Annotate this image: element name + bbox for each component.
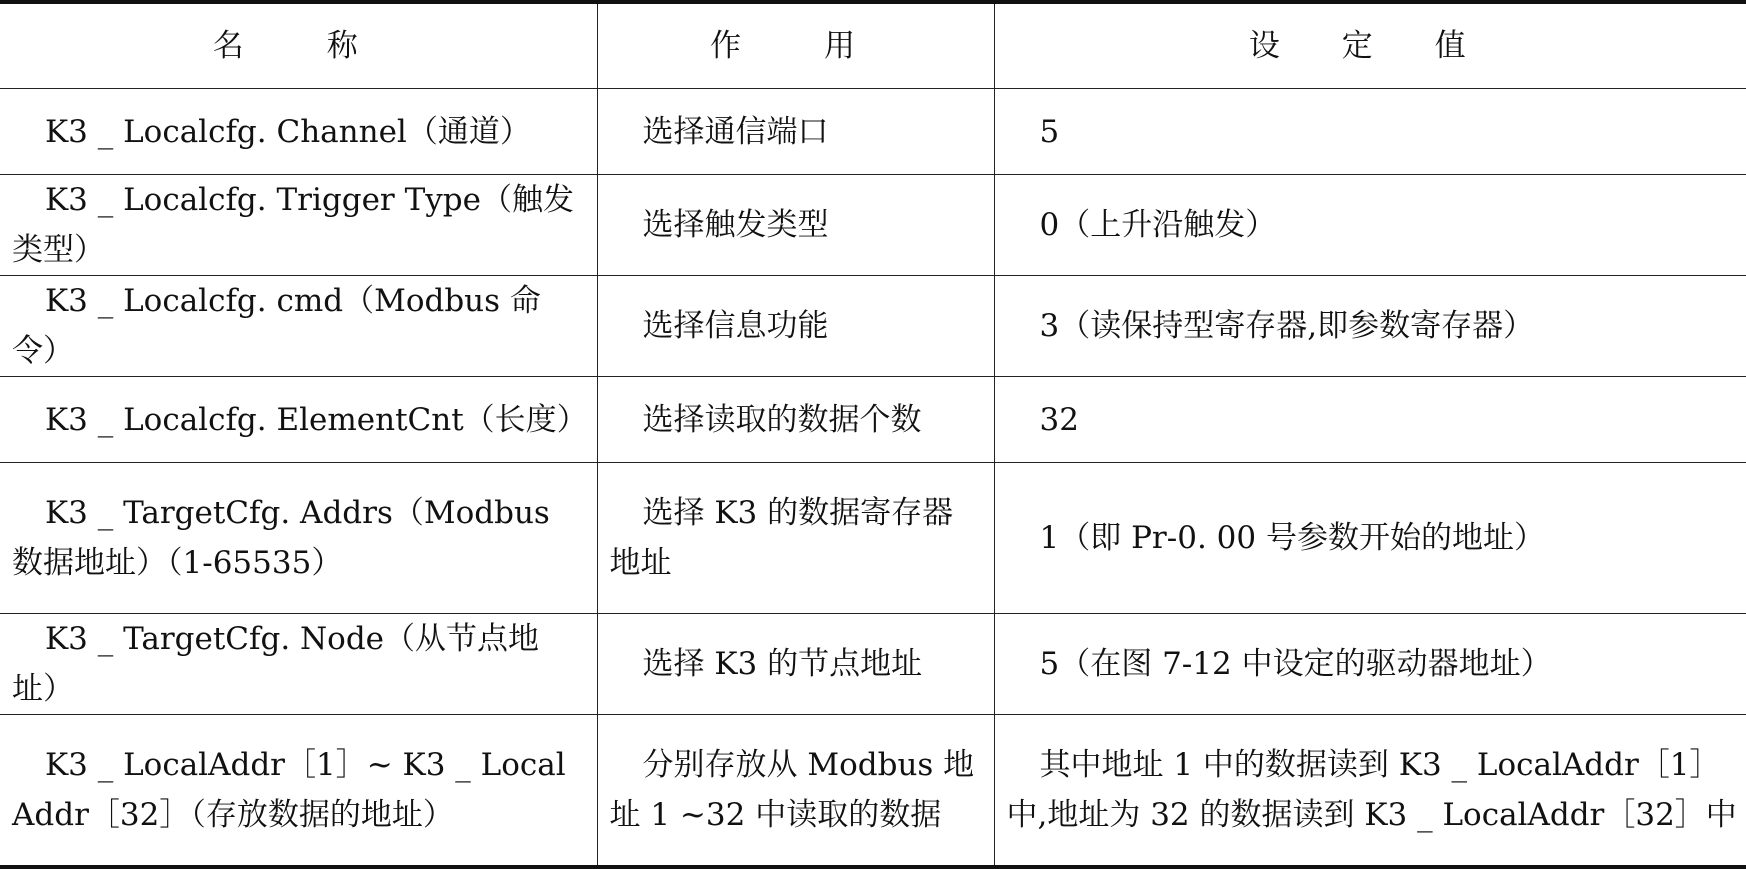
cell-value: 32 — [994, 377, 1746, 463]
cell-value: 5 — [994, 89, 1746, 175]
cell-name: K3 _ Localcfg. ElementCnt（长度） — [0, 377, 597, 463]
cell-name: K3 _ Localcfg. cmd（Modbus 命令） — [0, 276, 597, 377]
cell-name: K3 _ TargetCfg. Node（从节点地址） — [0, 614, 597, 715]
cell-value: 3（读保持型寄存器,即参数寄存器） — [994, 276, 1746, 377]
table-row — [0, 89, 1746, 175]
cell-function: 选择读取的数据个数 — [597, 377, 994, 463]
cell-function: 选择 K3 的数据寄存器地址 — [597, 463, 994, 614]
cell-function: 选择通信端口 — [597, 89, 994, 175]
table-row — [0, 715, 1746, 868]
cell-function: 选择信息功能 — [597, 276, 994, 377]
header-name: 名 称 — [0, 2, 597, 89]
table-body — [0, 89, 1746, 868]
table-row — [0, 614, 1746, 715]
cell-name: K3 _ Localcfg. Trigger Type（触发类型） — [0, 175, 597, 276]
cell-function: 选择触发类型 — [597, 175, 994, 276]
cell-function: 选择 K3 的节点地址 — [597, 614, 994, 715]
cell-function: 分别存放从 Modbus 地址 1 ~32 中读取的数据 — [597, 715, 994, 868]
cell-name: K3 _ TargetCfg. Addrs（Modbus 数据地址）（1-65535） — [0, 463, 597, 614]
table-row — [0, 276, 1746, 377]
header-function: 作 用 — [597, 2, 994, 89]
table-row — [0, 377, 1746, 463]
cell-name: K3 _ Localcfg. Channel（通道） — [0, 89, 597, 175]
cell-value: 5（在图 7-12 中设定的驱动器地址） — [994, 614, 1746, 715]
cell-name: K3 _ LocalAddr［1］~ K3 _ LocalAddr［32］（存放数据的地址） — [0, 715, 597, 868]
cell-value: 1（即 Pr-0. 00 号参数开始的地址） — [994, 463, 1746, 614]
header-row — [0, 2, 1746, 89]
cell-value: 0（上升沿触发） — [994, 175, 1746, 276]
header-value: 设 定 值 — [994, 2, 1746, 89]
table-header — [0, 2, 1746, 89]
table-row — [0, 175, 1746, 276]
table-row — [0, 463, 1746, 614]
cell-value: 其中地址 1 中的数据读到 K3 _ LocalAddr［1］中,地址为 32 的数据读到 K3 _ LocalAddr［32］中 — [994, 715, 1746, 868]
